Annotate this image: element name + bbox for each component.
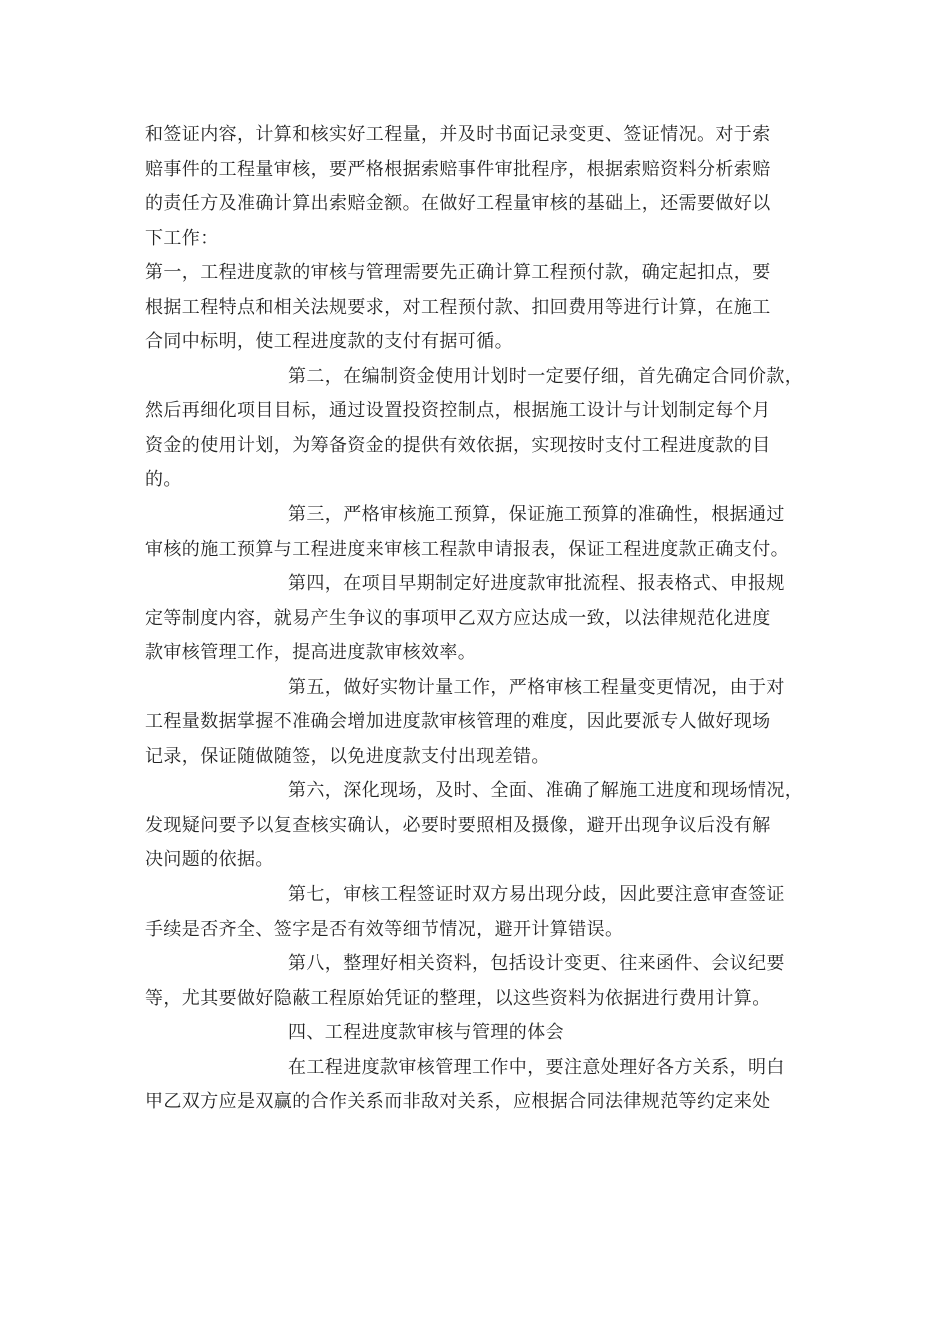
text-line: 资金的使用计划，为筹备资金的提供有效依据，实现按时支付工程进度款的目 — [145, 434, 771, 456]
section-heading: 四、工程进度款审核与管理的体会 — [288, 1022, 564, 1044]
paragraph-first-line: 第六，深化现场，及时、全面、准确了解施工进度和现场情况， — [288, 780, 804, 802]
text-line: 款审核管理工作，提高进度款审核效率。 — [145, 642, 477, 664]
paragraph-first-line: 第三，严格审核施工预算，保证施工预算的准确性，根据通过 — [288, 504, 785, 526]
paragraph-first-line: 第一，工程进度款的审核与管理需要先正确计算工程预付款，确定起扣点，要 — [145, 262, 771, 284]
paragraph-first-line: 第五，做好实物计量工作，严格审核工程量变更情况，由于对 — [288, 676, 785, 698]
paragraph-first-line: 第七，审核工程签证时双方易出现分歧，因此要注意审查签证 — [288, 884, 785, 906]
text-line: 甲乙双方应是双赢的合作关系而非敌对关系，应根据合同法律规范等约定来处 — [145, 1091, 771, 1113]
text-line: 手续是否齐全、签字是否有效等细节情况，避开计算错误。 — [145, 918, 624, 940]
text-line: 的。 — [145, 469, 182, 491]
text-line: 记录，保证随做随签，以免进度款支付出现差错。 — [145, 745, 550, 767]
text-line: 决问题的依据。 — [145, 849, 274, 871]
text-line: 然后再细化项目目标，通过设置投资控制点，根据施工设计与计划制定每个月 — [145, 400, 771, 422]
text-line: 的责任方及准确计算出索赔金额。在做好工程量审核的基础上，还需要做好以 — [145, 193, 771, 215]
paragraph-first-line: 在工程进度款审核管理工作中，要注意处理好各方关系，明白 — [288, 1056, 785, 1078]
text-line: 审核的施工预算与工程进度来审核工程款申请报表，保证工程进度款正确支付。 — [145, 538, 789, 560]
text-line: 发现疑问要予以复查核实确认，必要时要照相及摄像，避开出现争议后没有解 — [145, 814, 771, 836]
text-line: 工程量数据掌握不准确会增加进度款审核管理的难度，因此要派专人做好现场 — [145, 711, 771, 733]
text-line: 定等制度内容，就易产生争议的事项甲乙双方应达成一致，以法律规范化进度 — [145, 607, 771, 629]
paragraph-first-line: 第四，在项目早期制定好进度款审批流程、报表格式、申报规 — [288, 573, 785, 595]
paragraph-first-line: 第八，整理好相关资料，包括设计变更、往来函件、会议纪要 — [288, 953, 785, 975]
text-line: 赔事件的工程量审核，要严格根据索赔事件审批程序，根据索赔资料分析索赔 — [145, 158, 771, 180]
text-line: 根据工程特点和相关法规要求，对工程预付款、扣回费用等进行计算，在施工 — [145, 296, 771, 318]
text-line: 下工作： — [145, 227, 219, 249]
text-line: 合同中标明，使工程进度款的支付有据可循。 — [145, 331, 513, 353]
text-line: 等，尤其要做好隐蔽工程原始凭证的整理，以这些资料为依据进行费用计算。 — [145, 987, 771, 1009]
text-line: 和签证内容，计算和核实好工程量，并及时书面记录变更、签证情况。对于索 — [145, 124, 771, 145]
document-body — [145, 118, 810, 1120]
paragraph-first-line: 第二，在编制资金使用计划时一定要仔细，首先确定合同价款， — [288, 365, 804, 387]
